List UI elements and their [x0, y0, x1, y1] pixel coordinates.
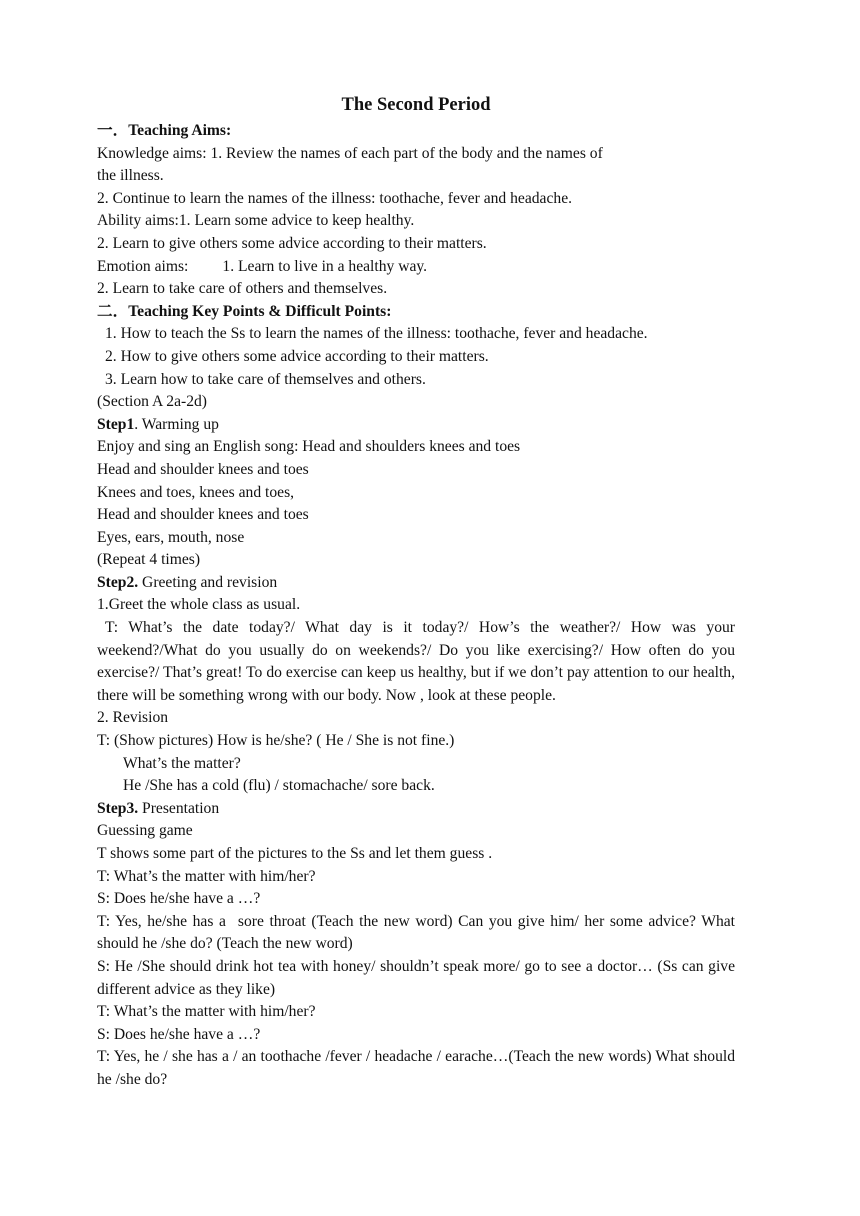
revision-heading: 2. Revision [97, 709, 169, 727]
section-heading-key-points [97, 301, 735, 324]
page-title: The Second Period [341, 95, 491, 115]
teacher-line-rest: sore throat (Teach the new word) Can you give him/ her some advice? What should he /she do? (Teach the new word) [97, 912, 735, 953]
key-point-2: 2. How to give others some advice according to their matters. [105, 347, 489, 365]
section-title: Teaching Aims: [128, 122, 232, 139]
presentation-paragraph [97, 911, 735, 956]
presentation-line: T: What’s the matter with him/her? [97, 1003, 316, 1021]
greeting-instruction: 1.Greet the whole class as usual. [97, 596, 301, 614]
emotion-aim-text: 1. Learn to live in a healthy way. [222, 257, 428, 275]
step-title: Presentation [138, 799, 220, 817]
emotion-aim-2: 2. Learn to take care of others and themselves. [97, 280, 388, 298]
ability-aim-2: 2. Learn to give others some advice according to their matters. [97, 234, 487, 252]
key-point-3: 3. Learn how to take care of themselves and others. [105, 370, 426, 388]
presentation-line: S: Does he/she have a …? [97, 1025, 261, 1043]
presentation-line: T: What’s the matter with him/her? [97, 867, 316, 885]
step3-heading [97, 798, 735, 821]
section-number: 二． [97, 302, 129, 320]
guessing-game: Guessing game [97, 822, 193, 840]
knowledge-aim-1: Knowledge aims: 1. Review the names of each part of the body and the names of [97, 144, 603, 162]
section-heading-aims [97, 120, 735, 143]
song-line: Eyes, ears, mouth, nose [97, 528, 245, 546]
section-reference: (Section A 2a-2d) [97, 393, 208, 411]
teacher-line-start: T: Yes, he/she has a [97, 912, 226, 930]
knowledge-aim-1-cont: the illness. [97, 167, 164, 185]
step-label: Step2. [97, 573, 139, 591]
presentation-paragraph: T: Yes, he / she has a / an toothache /fever / headache / earache…(Teach the new words) What should he /she do? [97, 1048, 735, 1088]
presentation-paragraph: S: He /She should drink hot tea with honey/ shouldn’t speak more/ go to see a doctor… (Ss can give different advice as they like) [97, 957, 735, 998]
section-number: 一． [97, 122, 129, 139]
step-title: Greeting and revision [138, 573, 278, 591]
key-point-1: 1. How to teach the Ss to learn the names of the illness: toothache, fever and headache. [105, 325, 648, 343]
presentation-line: S: Does he/she have a …? [97, 890, 261, 908]
revision-line-2: What’s the matter? [123, 754, 241, 772]
emotion-aim-1 [97, 256, 735, 279]
step2-heading [97, 572, 735, 595]
document-page [97, 93, 735, 1092]
greeting-paragraph: T: What’s the date today?/ What day is it today?/ How’s the weather?/ How was your weekend?/What do you usually do on weekends?/ Do you like exercising?/ How often do you exercise?/ That’s great! To do exercise can keep us healthy, but if we don’t pay attention to our health, there will be something wrong with our body. Now , look at these people. [97, 619, 735, 704]
step-label: Step3. [97, 799, 139, 817]
ability-aim-1: Ability aims:1. Learn some advice to keep healthy. [97, 212, 415, 230]
revision-line-1: T: (Show pictures) How is he/she? ( He / She is not fine.) [97, 732, 455, 750]
step1-heading [97, 414, 735, 437]
section-title: Teaching Key Points & Difficult Points: [128, 302, 392, 320]
emotion-label: Emotion aims: [97, 257, 189, 275]
step-title: . Warming up [134, 415, 219, 433]
presentation-line: T shows some part of the pictures to the Ss and let them guess . [97, 845, 493, 862]
song-line: Head and shoulder knees and toes [97, 506, 309, 524]
knowledge-aim-2: 2. Continue to learn the names of the illness: toothache, fever and headache. [97, 189, 573, 207]
song-line: Head and shoulder knees and toes [97, 460, 309, 478]
song-intro: Enjoy and sing an English song: Head and shoulders knees and toes [97, 438, 521, 456]
revision-line-3: He /She has a cold (flu) / stomachache/ sore back. [123, 777, 435, 795]
song-line: Knees and toes, knees and toes, [97, 483, 295, 501]
song-repeat: (Repeat 4 times) [97, 551, 201, 569]
step-label: Step1 [97, 415, 135, 433]
